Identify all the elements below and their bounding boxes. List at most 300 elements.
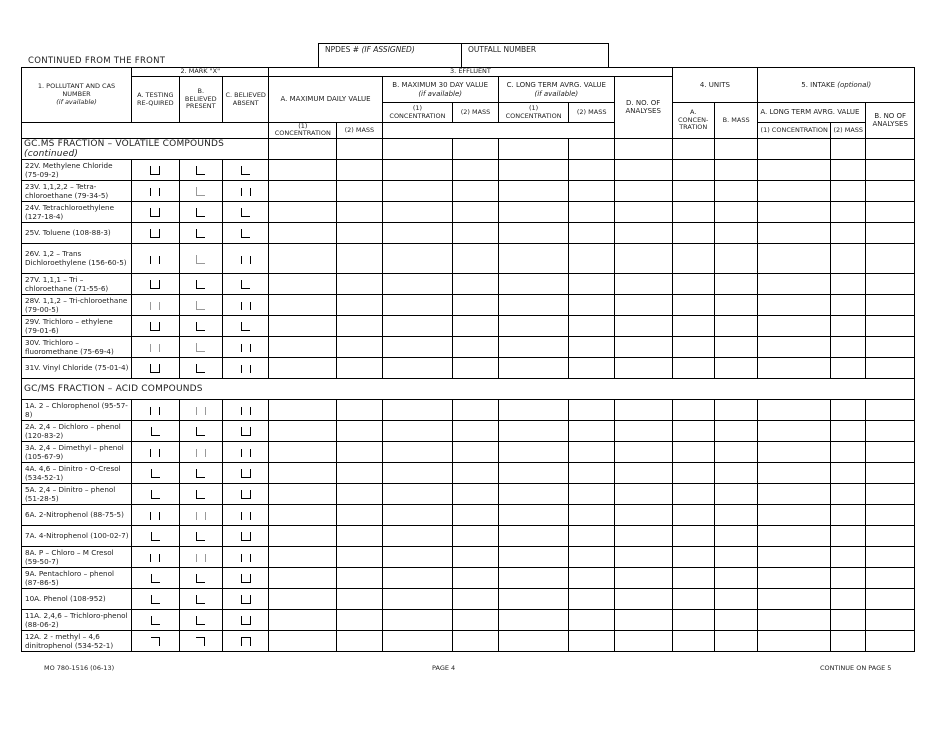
data-cell[interactable] — [337, 546, 382, 567]
data-cell[interactable] — [498, 525, 569, 546]
data-cell[interactable] — [269, 222, 337, 243]
data-cell[interactable] — [866, 567, 915, 588]
data-cell[interactable] — [498, 180, 569, 201]
data-cell[interactable] — [337, 273, 382, 294]
data-cell[interactable] — [453, 159, 498, 180]
data-cell[interactable] — [614, 504, 672, 525]
data-cell[interactable] — [614, 243, 672, 273]
data-cell[interactable] — [453, 201, 498, 222]
testing-checkbox[interactable] — [132, 336, 179, 357]
data-cell[interactable] — [866, 357, 915, 378]
data-cell[interactable] — [672, 483, 714, 504]
absent-checkbox[interactable] — [222, 336, 268, 357]
data-cell[interactable] — [382, 525, 453, 546]
data-cell[interactable] — [382, 180, 453, 201]
data-cell[interactable] — [672, 180, 714, 201]
data-cell[interactable] — [672, 273, 714, 294]
data-cell[interactable] — [672, 525, 714, 546]
data-cell[interactable] — [498, 336, 569, 357]
data-cell[interactable] — [614, 567, 672, 588]
data-cell[interactable] — [498, 399, 569, 420]
data-cell[interactable] — [866, 273, 915, 294]
data-cell[interactable] — [672, 441, 714, 462]
data-cell[interactable] — [382, 483, 453, 504]
data-cell[interactable] — [614, 357, 672, 378]
data-cell[interactable] — [337, 441, 382, 462]
data-cell[interactable] — [758, 630, 831, 651]
data-cell[interactable] — [714, 222, 757, 243]
data-cell[interactable] — [866, 294, 915, 315]
data-cell[interactable] — [866, 399, 915, 420]
data-cell[interactable] — [866, 609, 915, 630]
data-cell[interactable] — [831, 504, 866, 525]
data-cell[interactable] — [453, 336, 498, 357]
data-cell[interactable] — [672, 609, 714, 630]
data-cell[interactable] — [758, 441, 831, 462]
testing-checkbox[interactable] — [132, 222, 179, 243]
data-cell[interactable] — [569, 609, 614, 630]
npdes-box[interactable] — [318, 43, 462, 68]
data-cell[interactable] — [714, 588, 757, 609]
absent-checkbox[interactable] — [222, 483, 268, 504]
absent-checkbox[interactable] — [222, 609, 268, 630]
data-cell[interactable] — [758, 609, 831, 630]
data-cell[interactable] — [831, 525, 866, 546]
data-cell[interactable] — [831, 315, 866, 336]
absent-checkbox[interactable] — [222, 180, 268, 201]
present-checkbox[interactable] — [179, 567, 222, 588]
data-cell[interactable] — [758, 462, 831, 483]
data-cell[interactable] — [498, 546, 569, 567]
data-cell[interactable] — [269, 630, 337, 651]
testing-checkbox[interactable] — [132, 588, 179, 609]
data-cell[interactable] — [382, 273, 453, 294]
data-cell[interactable] — [758, 201, 831, 222]
data-cell[interactable] — [382, 222, 453, 243]
data-cell[interactable] — [614, 630, 672, 651]
data-cell[interactable] — [569, 567, 614, 588]
data-cell[interactable] — [758, 294, 831, 315]
testing-checkbox[interactable] — [132, 315, 179, 336]
present-checkbox[interactable] — [179, 399, 222, 420]
absent-checkbox[interactable] — [222, 273, 268, 294]
testing-checkbox[interactable] — [132, 201, 179, 222]
data-cell[interactable] — [866, 336, 915, 357]
testing-checkbox[interactable] — [132, 399, 179, 420]
data-cell[interactable] — [614, 588, 672, 609]
data-cell[interactable] — [758, 525, 831, 546]
data-cell[interactable] — [672, 420, 714, 441]
testing-checkbox[interactable] — [132, 273, 179, 294]
testing-checkbox[interactable] — [132, 294, 179, 315]
data-cell[interactable] — [453, 315, 498, 336]
data-cell[interactable] — [672, 588, 714, 609]
data-cell[interactable] — [498, 630, 569, 651]
data-cell[interactable] — [758, 399, 831, 420]
data-cell[interactable] — [337, 588, 382, 609]
data-cell[interactable] — [714, 525, 757, 546]
data-cell[interactable] — [269, 567, 337, 588]
data-cell[interactable] — [569, 180, 614, 201]
data-cell[interactable] — [498, 609, 569, 630]
data-cell[interactable] — [758, 273, 831, 294]
absent-checkbox[interactable] — [222, 462, 268, 483]
data-cell[interactable] — [337, 357, 382, 378]
data-cell[interactable] — [714, 243, 757, 273]
data-cell[interactable] — [382, 243, 453, 273]
data-cell[interactable] — [269, 201, 337, 222]
data-cell[interactable] — [866, 441, 915, 462]
data-cell[interactable] — [453, 609, 498, 630]
data-cell[interactable] — [337, 462, 382, 483]
data-cell[interactable] — [382, 462, 453, 483]
absent-checkbox[interactable] — [222, 399, 268, 420]
data-cell[interactable] — [269, 159, 337, 180]
data-cell[interactable] — [614, 483, 672, 504]
data-cell[interactable] — [672, 159, 714, 180]
data-cell[interactable] — [672, 222, 714, 243]
outfall-box[interactable] — [461, 43, 609, 68]
data-cell[interactable] — [831, 483, 866, 504]
data-cell[interactable] — [714, 159, 757, 180]
data-cell[interactable] — [337, 180, 382, 201]
data-cell[interactable] — [498, 159, 569, 180]
data-cell[interactable] — [866, 243, 915, 273]
data-cell[interactable] — [382, 567, 453, 588]
data-cell[interactable] — [714, 441, 757, 462]
data-cell[interactable] — [269, 420, 337, 441]
data-cell[interactable] — [382, 630, 453, 651]
data-cell[interactable] — [382, 504, 453, 525]
data-cell[interactable] — [758, 483, 831, 504]
data-cell[interactable] — [831, 441, 866, 462]
data-cell[interactable] — [269, 504, 337, 525]
data-cell[interactable] — [337, 222, 382, 243]
data-cell[interactable] — [382, 201, 453, 222]
data-cell[interactable] — [672, 201, 714, 222]
data-cell[interactable] — [498, 588, 569, 609]
data-cell[interactable] — [269, 180, 337, 201]
present-checkbox[interactable] — [179, 546, 222, 567]
data-cell[interactable] — [569, 504, 614, 525]
data-cell[interactable] — [866, 180, 915, 201]
data-cell[interactable] — [569, 159, 614, 180]
data-cell[interactable] — [758, 357, 831, 378]
data-cell[interactable] — [614, 336, 672, 357]
data-cell[interactable] — [337, 336, 382, 357]
data-cell[interactable] — [337, 420, 382, 441]
data-cell[interactable] — [453, 588, 498, 609]
data-cell[interactable] — [672, 294, 714, 315]
testing-checkbox[interactable] — [132, 504, 179, 525]
testing-checkbox[interactable] — [132, 567, 179, 588]
data-cell[interactable] — [866, 462, 915, 483]
data-cell[interactable] — [758, 159, 831, 180]
data-cell[interactable] — [866, 420, 915, 441]
data-cell[interactable] — [569, 420, 614, 441]
data-cell[interactable] — [453, 630, 498, 651]
data-cell[interactable] — [758, 588, 831, 609]
data-cell[interactable] — [758, 222, 831, 243]
data-cell[interactable] — [614, 201, 672, 222]
data-cell[interactable] — [614, 399, 672, 420]
present-checkbox[interactable] — [179, 273, 222, 294]
data-cell[interactable] — [453, 273, 498, 294]
data-cell[interactable] — [453, 504, 498, 525]
data-cell[interactable] — [831, 222, 866, 243]
data-cell[interactable] — [758, 546, 831, 567]
data-cell[interactable] — [337, 630, 382, 651]
data-cell[interactable] — [337, 315, 382, 336]
data-cell[interactable] — [382, 357, 453, 378]
data-cell[interactable] — [569, 399, 614, 420]
data-cell[interactable] — [831, 201, 866, 222]
data-cell[interactable] — [269, 483, 337, 504]
absent-checkbox[interactable] — [222, 420, 268, 441]
data-cell[interactable] — [672, 357, 714, 378]
data-cell[interactable] — [269, 609, 337, 630]
absent-checkbox[interactable] — [222, 243, 268, 273]
data-cell[interactable] — [337, 609, 382, 630]
data-cell[interactable] — [382, 315, 453, 336]
present-checkbox[interactable] — [179, 441, 222, 462]
data-cell[interactable] — [569, 273, 614, 294]
data-cell[interactable] — [714, 357, 757, 378]
data-cell[interactable] — [498, 462, 569, 483]
present-checkbox[interactable] — [179, 357, 222, 378]
data-cell[interactable] — [614, 609, 672, 630]
testing-checkbox[interactable] — [132, 420, 179, 441]
data-cell[interactable] — [382, 588, 453, 609]
data-cell[interactable] — [269, 336, 337, 357]
data-cell[interactable] — [614, 525, 672, 546]
absent-checkbox[interactable] — [222, 546, 268, 567]
data-cell[interactable] — [498, 243, 569, 273]
data-cell[interactable] — [866, 588, 915, 609]
data-cell[interactable] — [453, 462, 498, 483]
testing-checkbox[interactable] — [132, 525, 179, 546]
data-cell[interactable] — [269, 441, 337, 462]
data-cell[interactable] — [337, 483, 382, 504]
data-cell[interactable] — [337, 504, 382, 525]
data-cell[interactable] — [714, 462, 757, 483]
data-cell[interactable] — [831, 567, 866, 588]
absent-checkbox[interactable] — [222, 222, 268, 243]
data-cell[interactable] — [831, 588, 866, 609]
data-cell[interactable] — [269, 243, 337, 273]
present-checkbox[interactable] — [179, 609, 222, 630]
data-cell[interactable] — [382, 159, 453, 180]
data-cell[interactable] — [831, 630, 866, 651]
present-checkbox[interactable] — [179, 294, 222, 315]
data-cell[interactable] — [569, 243, 614, 273]
data-cell[interactable] — [614, 546, 672, 567]
data-cell[interactable] — [714, 201, 757, 222]
data-cell[interactable] — [453, 546, 498, 567]
testing-checkbox[interactable] — [132, 462, 179, 483]
data-cell[interactable] — [672, 630, 714, 651]
data-cell[interactable] — [714, 273, 757, 294]
data-cell[interactable] — [453, 399, 498, 420]
data-cell[interactable] — [614, 159, 672, 180]
data-cell[interactable] — [569, 201, 614, 222]
present-checkbox[interactable] — [179, 504, 222, 525]
data-cell[interactable] — [831, 180, 866, 201]
data-cell[interactable] — [453, 483, 498, 504]
data-cell[interactable] — [453, 357, 498, 378]
data-cell[interactable] — [569, 441, 614, 462]
present-checkbox[interactable] — [179, 462, 222, 483]
data-cell[interactable] — [382, 609, 453, 630]
data-cell[interactable] — [672, 315, 714, 336]
absent-checkbox[interactable] — [222, 294, 268, 315]
data-cell[interactable] — [758, 420, 831, 441]
data-cell[interactable] — [831, 546, 866, 567]
data-cell[interactable] — [866, 222, 915, 243]
data-cell[interactable] — [866, 630, 915, 651]
data-cell[interactable] — [831, 243, 866, 273]
data-cell[interactable] — [498, 504, 569, 525]
data-cell[interactable] — [498, 483, 569, 504]
present-checkbox[interactable] — [179, 525, 222, 546]
data-cell[interactable] — [831, 399, 866, 420]
data-cell[interactable] — [453, 222, 498, 243]
data-cell[interactable] — [758, 336, 831, 357]
data-cell[interactable] — [382, 420, 453, 441]
data-cell[interactable] — [866, 504, 915, 525]
data-cell[interactable] — [714, 504, 757, 525]
data-cell[interactable] — [382, 546, 453, 567]
data-cell[interactable] — [269, 588, 337, 609]
present-checkbox[interactable] — [179, 243, 222, 273]
absent-checkbox[interactable] — [222, 588, 268, 609]
data-cell[interactable] — [337, 159, 382, 180]
testing-checkbox[interactable] — [132, 243, 179, 273]
data-cell[interactable] — [498, 441, 569, 462]
data-cell[interactable] — [337, 243, 382, 273]
data-cell[interactable] — [569, 462, 614, 483]
data-cell[interactable] — [758, 504, 831, 525]
data-cell[interactable] — [569, 483, 614, 504]
data-cell[interactable] — [831, 357, 866, 378]
data-cell[interactable] — [714, 609, 757, 630]
data-cell[interactable] — [714, 483, 757, 504]
data-cell[interactable] — [614, 315, 672, 336]
data-cell[interactable] — [758, 567, 831, 588]
testing-checkbox[interactable] — [132, 357, 179, 378]
present-checkbox[interactable] — [179, 159, 222, 180]
data-cell[interactable] — [831, 273, 866, 294]
absent-checkbox[interactable] — [222, 315, 268, 336]
testing-checkbox[interactable] — [132, 180, 179, 201]
data-cell[interactable] — [714, 567, 757, 588]
data-cell[interactable] — [866, 483, 915, 504]
data-cell[interactable] — [672, 336, 714, 357]
data-cell[interactable] — [453, 420, 498, 441]
data-cell[interactable] — [569, 546, 614, 567]
data-cell[interactable] — [866, 315, 915, 336]
data-cell[interactable] — [382, 294, 453, 315]
testing-checkbox[interactable] — [132, 546, 179, 567]
data-cell[interactable] — [269, 462, 337, 483]
present-checkbox[interactable] — [179, 630, 222, 651]
testing-checkbox[interactable] — [132, 609, 179, 630]
data-cell[interactable] — [831, 336, 866, 357]
data-cell[interactable] — [714, 336, 757, 357]
data-cell[interactable] — [866, 546, 915, 567]
data-cell[interactable] — [866, 525, 915, 546]
data-cell[interactable] — [453, 525, 498, 546]
data-cell[interactable] — [269, 315, 337, 336]
data-cell[interactable] — [831, 294, 866, 315]
data-cell[interactable] — [382, 441, 453, 462]
data-cell[interactable] — [498, 273, 569, 294]
data-cell[interactable] — [758, 315, 831, 336]
data-cell[interactable] — [453, 294, 498, 315]
data-cell[interactable] — [672, 243, 714, 273]
testing-checkbox[interactable] — [132, 159, 179, 180]
data-cell[interactable] — [614, 462, 672, 483]
data-cell[interactable] — [569, 222, 614, 243]
data-cell[interactable] — [569, 294, 614, 315]
data-cell[interactable] — [714, 294, 757, 315]
absent-checkbox[interactable] — [222, 567, 268, 588]
present-checkbox[interactable] — [179, 315, 222, 336]
data-cell[interactable] — [269, 294, 337, 315]
data-cell[interactable] — [498, 567, 569, 588]
data-cell[interactable] — [831, 609, 866, 630]
data-cell[interactable] — [672, 462, 714, 483]
data-cell[interactable] — [569, 630, 614, 651]
data-cell[interactable] — [672, 567, 714, 588]
data-cell[interactable] — [831, 462, 866, 483]
data-cell[interactable] — [614, 420, 672, 441]
present-checkbox[interactable] — [179, 201, 222, 222]
present-checkbox[interactable] — [179, 483, 222, 504]
data-cell[interactable] — [714, 546, 757, 567]
present-checkbox[interactable] — [179, 420, 222, 441]
data-cell[interactable] — [453, 243, 498, 273]
data-cell[interactable] — [714, 180, 757, 201]
absent-checkbox[interactable] — [222, 201, 268, 222]
data-cell[interactable] — [337, 399, 382, 420]
data-cell[interactable] — [614, 222, 672, 243]
data-cell[interactable] — [337, 201, 382, 222]
data-cell[interactable] — [672, 546, 714, 567]
data-cell[interactable] — [498, 222, 569, 243]
data-cell[interactable] — [672, 399, 714, 420]
present-checkbox[interactable] — [179, 222, 222, 243]
data-cell[interactable] — [569, 588, 614, 609]
data-cell[interactable] — [614, 294, 672, 315]
absent-checkbox[interactable] — [222, 357, 268, 378]
data-cell[interactable] — [269, 525, 337, 546]
data-cell[interactable] — [714, 399, 757, 420]
data-cell[interactable] — [758, 180, 831, 201]
absent-checkbox[interactable] — [222, 441, 268, 462]
data-cell[interactable] — [614, 273, 672, 294]
data-cell[interactable] — [569, 525, 614, 546]
data-cell[interactable] — [758, 243, 831, 273]
data-cell[interactable] — [453, 180, 498, 201]
data-cell[interactable] — [831, 159, 866, 180]
data-cell[interactable] — [714, 630, 757, 651]
absent-checkbox[interactable] — [222, 630, 268, 651]
data-cell[interactable] — [337, 294, 382, 315]
data-cell[interactable] — [337, 567, 382, 588]
data-cell[interactable] — [714, 315, 757, 336]
data-cell[interactable] — [831, 420, 866, 441]
